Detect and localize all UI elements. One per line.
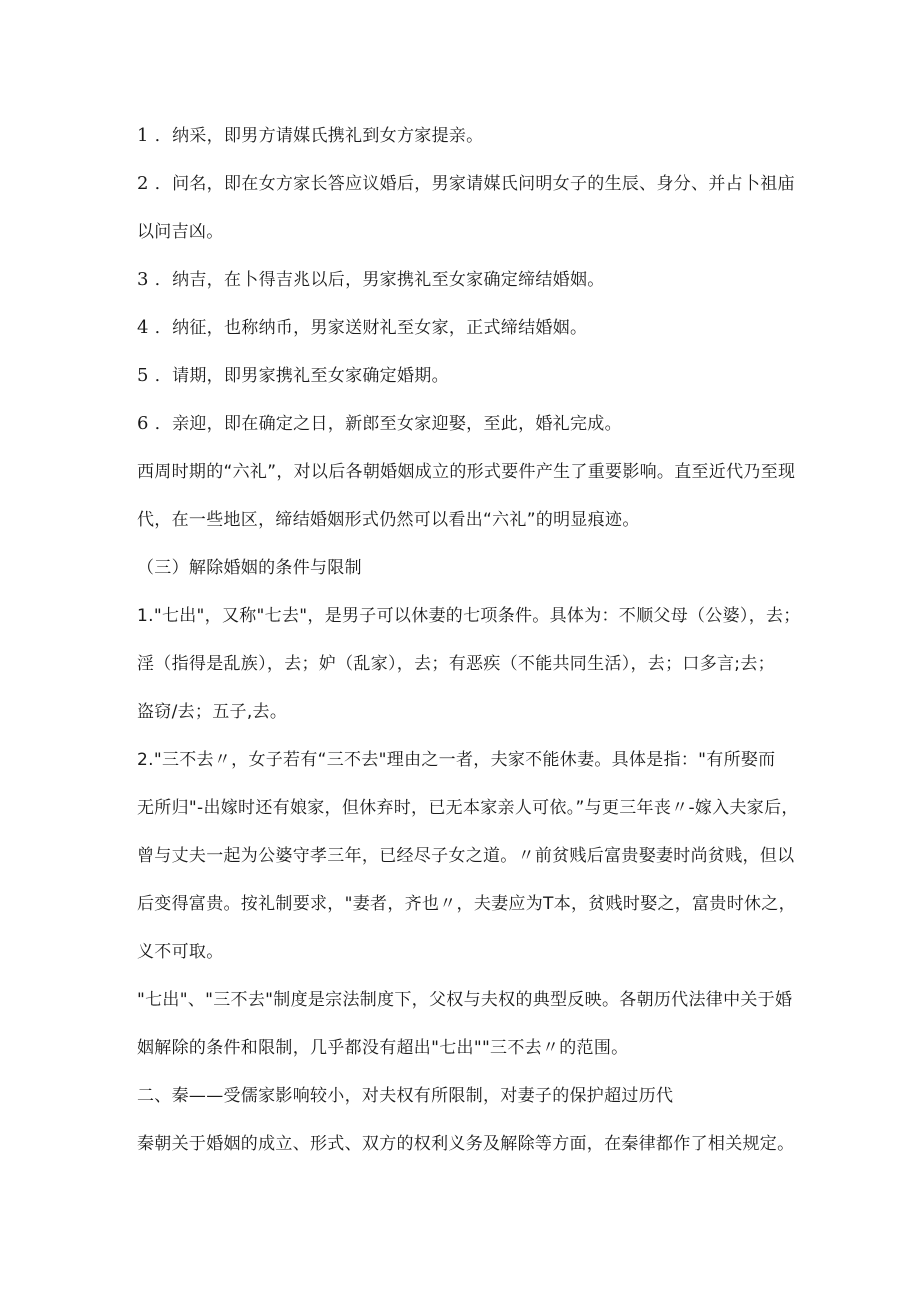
text-line-16 [137, 844, 794, 868]
item-number: 2 [137, 173, 149, 194]
line-text: （三）解除婚姻的条件与限制 [137, 558, 362, 578]
item-number: 6 [137, 413, 149, 434]
line-text: 无所归"-出嫁时还有娘家，但休弃时，已无本家亲人可依。”与更三年丧〃-嫁入夫家后， [137, 798, 799, 818]
text-line-12 [137, 652, 775, 676]
text-line-13 [137, 700, 287, 724]
text-line-8 [137, 460, 795, 484]
line-text: 秦朝关于婚姻的成立、形式、双方的权利义务及解除等方面，在秦律都作了相关规定。 [137, 1134, 795, 1154]
text-line-18 [137, 940, 224, 964]
text-line-7 [137, 412, 622, 436]
text-line-22 [137, 1132, 794, 1156]
text-line-17 [137, 892, 796, 916]
text-line-4 [137, 268, 605, 292]
text-line-5 [137, 316, 587, 340]
text-line-6 [137, 364, 449, 388]
line-text: 盗窃/去；五子,去。 [137, 702, 288, 722]
line-text: 姻解除的条件和限制，几乎都没有超出"七出""三不去〃的范围。 [137, 1038, 629, 1058]
line-text: "七出"、"三不去"制度是宗法制度下，父权与夫权的典型反映。各朝历代法律中关于婚 [137, 990, 793, 1010]
text-line-15 [137, 796, 799, 820]
line-text: 义不可取。 [137, 942, 224, 962]
line-text: ．请期，即男家携礼至女家确定婚期。 [154, 366, 449, 386]
section-heading-2 [137, 1084, 673, 1108]
line-text: 以问吉凶。 [137, 222, 224, 242]
section-heading [137, 556, 362, 580]
line-text: 后变得富贵。按礼制要求，"妻者，齐也〃，夫妻应为T本，贫贱时娶之，富贵时休之， [137, 894, 796, 914]
line-text: ．纳征，也称纳币，男家送财礼至女家，正式缔结婚姻。 [154, 318, 588, 338]
line-text: 淫（指得是乱族），去；妒（乱家），去；有恶疾（不能共同生活），去；口多言;去； [137, 654, 775, 674]
line-text: ．纳吉，在卜得吉兆以后，男家携礼至女家确定缔结婚姻。 [154, 270, 605, 290]
line-text: 2."三不去〃，女子若有“三不去"理由之一者，夫家不能休妻。具体是指："有所娶而 [137, 750, 776, 770]
line-text: 曾与丈夫一起为公婆守孝三年，已经尽子女之道。〃前贫贱后富贵娶妻时尚贫贱，但以 [137, 846, 795, 866]
item-number: 5 [137, 365, 149, 386]
text-line-14 [137, 748, 775, 772]
text-line-19 [137, 988, 792, 1012]
text-line-3 [137, 220, 224, 244]
item-number: 4 [137, 317, 149, 338]
line-text: 二、秦——受儒家影响较小，对夫权有所限制，对妻子的保护超过历代 [137, 1086, 674, 1106]
line-text: ．问名，即在女方家长答应议婚后，男家请媒氏问明女子的生辰、身分、并占卜祖庙 [154, 174, 795, 194]
line-text: 1."七出"，又称"七去"，是男子可以休妻的七项条件。具体为：不顺父母（公婆），去； [137, 606, 801, 626]
text-line-2 [137, 172, 795, 196]
text-line-11 [137, 604, 801, 628]
line-text: 西周时期的“六礼”，对以后各朝婚姻成立的形式要件产生了重要影响。直至近代乃至现 [137, 462, 796, 482]
line-text: ．纳采，即男方请媒氏携礼到女方家提亲。 [154, 126, 484, 146]
item-number: 3 [137, 269, 149, 290]
item-number: 1 [137, 125, 149, 146]
text-line-20 [137, 1036, 628, 1060]
text-line-9 [137, 508, 640, 532]
line-text: ．亲迎，即在确定之日，新郎至女家迎娶，至此，婚礼完成。 [154, 414, 622, 434]
text-line-1 [137, 124, 483, 148]
line-text: 代，在一些地区，缔结婚姻形式仍然可以看出“六礼”的明显痕迹。 [137, 510, 640, 530]
